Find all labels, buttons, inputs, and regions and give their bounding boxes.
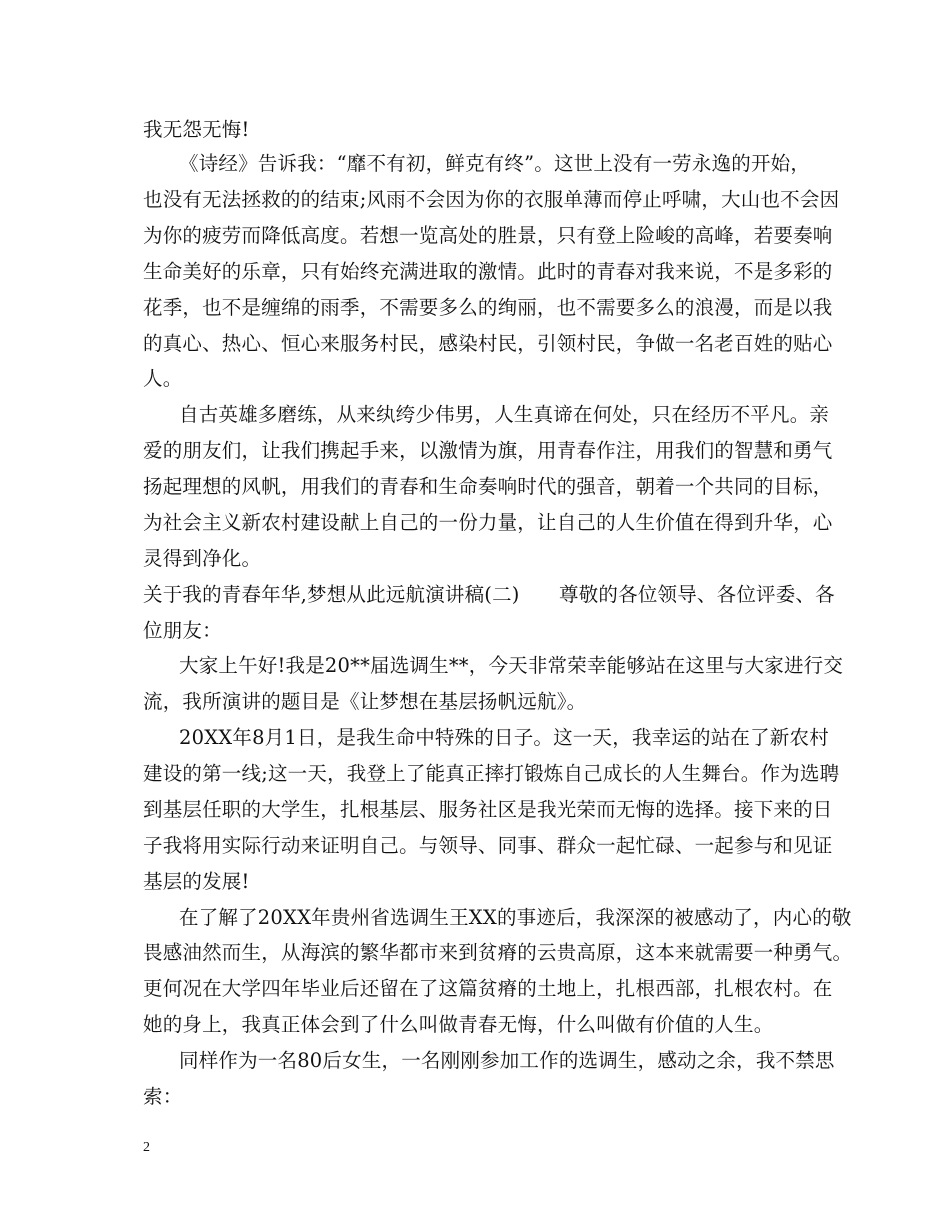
text-line: 子我将用实际行动来证明自己。与领导、同事、群众一起忙碌、一起参与和见证 [143,834,833,857]
text-line: 位朋友： [143,619,222,642]
text-line: 同样作为一名80后女生，一名刚刚参加工作的选调生，感动之余，我不禁思 [179,1049,835,1072]
text-line: 人。 [143,367,183,390]
text-line: 自古英雄多磨练，从来纨绔少伟男，人生真谛在何处，只在经历不平凡。亲 [179,403,830,426]
text-line: 爱的朋友们，让我们携起手来，以激情为旗，用青春作注，用我们的智慧和勇气 [143,439,833,462]
text-line: 更何况在大学四年毕业后还留在了这篇贫瘠的土地上，扎根西部，扎根农村。在 [143,977,833,1000]
text-line: 我无怨无悔! [143,118,250,141]
text-line: 流，我所演讲的题目是《让梦想在基层扬帆远航》。 [143,690,587,713]
text-line: 生命美好的乐章，只有始终充满进取的激情。此时的青春对我来说，不是多彩的 [143,260,833,283]
text-line: 为社会主义新农村建设献上自己的一份力量，让自己的人生价值在得到升华，心 [143,511,833,534]
text-line: 畏感油然而生，从海滨的繁华都市来到贫瘠的云贵高原，这本来就需要一种勇气。 [143,941,853,964]
text-line: 她的身上，我真正体会到了什么叫做青春无悔，什么叫做有价值的人生。 [143,1013,774,1036]
page-number: 2 [143,1140,150,1155]
text-line: 建设的第一线;这一天，我登上了能真正摔打锻炼自己成长的人生舞台。作为选聘 [143,762,840,785]
text-line: 也没有无法拯救的的结束;风雨不会因为你的衣服单薄而停止呼啸，大山也不会因 [143,188,840,211]
text-line: 花季，也不是缠绵的雨季，不需要多么的绚丽，也不需要多么的浪漫，而是以我 [143,296,833,319]
text-line: 关于我的青春年华,梦想从此远航演讲稿(二) 尊敬的各位领导、各位评委、各 [143,583,835,606]
text-line: 在了解了20XX年贵州省选调生王XX的事迹后，我深深的被感动了，内心的敬 [179,906,852,929]
text-line: 大家上午好!我是20**届选调生**，今天非常荣幸能够站在这里与大家进行交 [179,654,844,677]
text-line: 20XX年8月1日，是我生命中特殊的日子。这一天，我幸运的站在了新农村 [179,726,829,749]
text-line: 的真心、热心、恒心来服务村民，感染村民，引领村民，争做一名老百姓的贴心 [143,332,833,355]
text-line: 扬起理想的风帆，用我们的青春和生命奏响时代的强音，朝着一个共同的目标， [143,475,833,498]
text-line: 索： [143,1085,183,1108]
text-line: 为你的疲劳而降低高度。若想一览高处的胜景，只有登上险峻的高峰，若要奏响 [143,224,833,247]
text-line: 基层的发展! [143,870,250,893]
text-line: 灵得到净化。 [143,547,262,570]
text-line: 到基层任职的大学生，扎根基层、服务社区是我光荣而无悔的选择。接下来的日 [143,798,833,821]
text-line: 《诗经》告诉我：“靡不有初，鲜克有终”。这世上没有一劳永逸的开始， [179,152,811,175]
